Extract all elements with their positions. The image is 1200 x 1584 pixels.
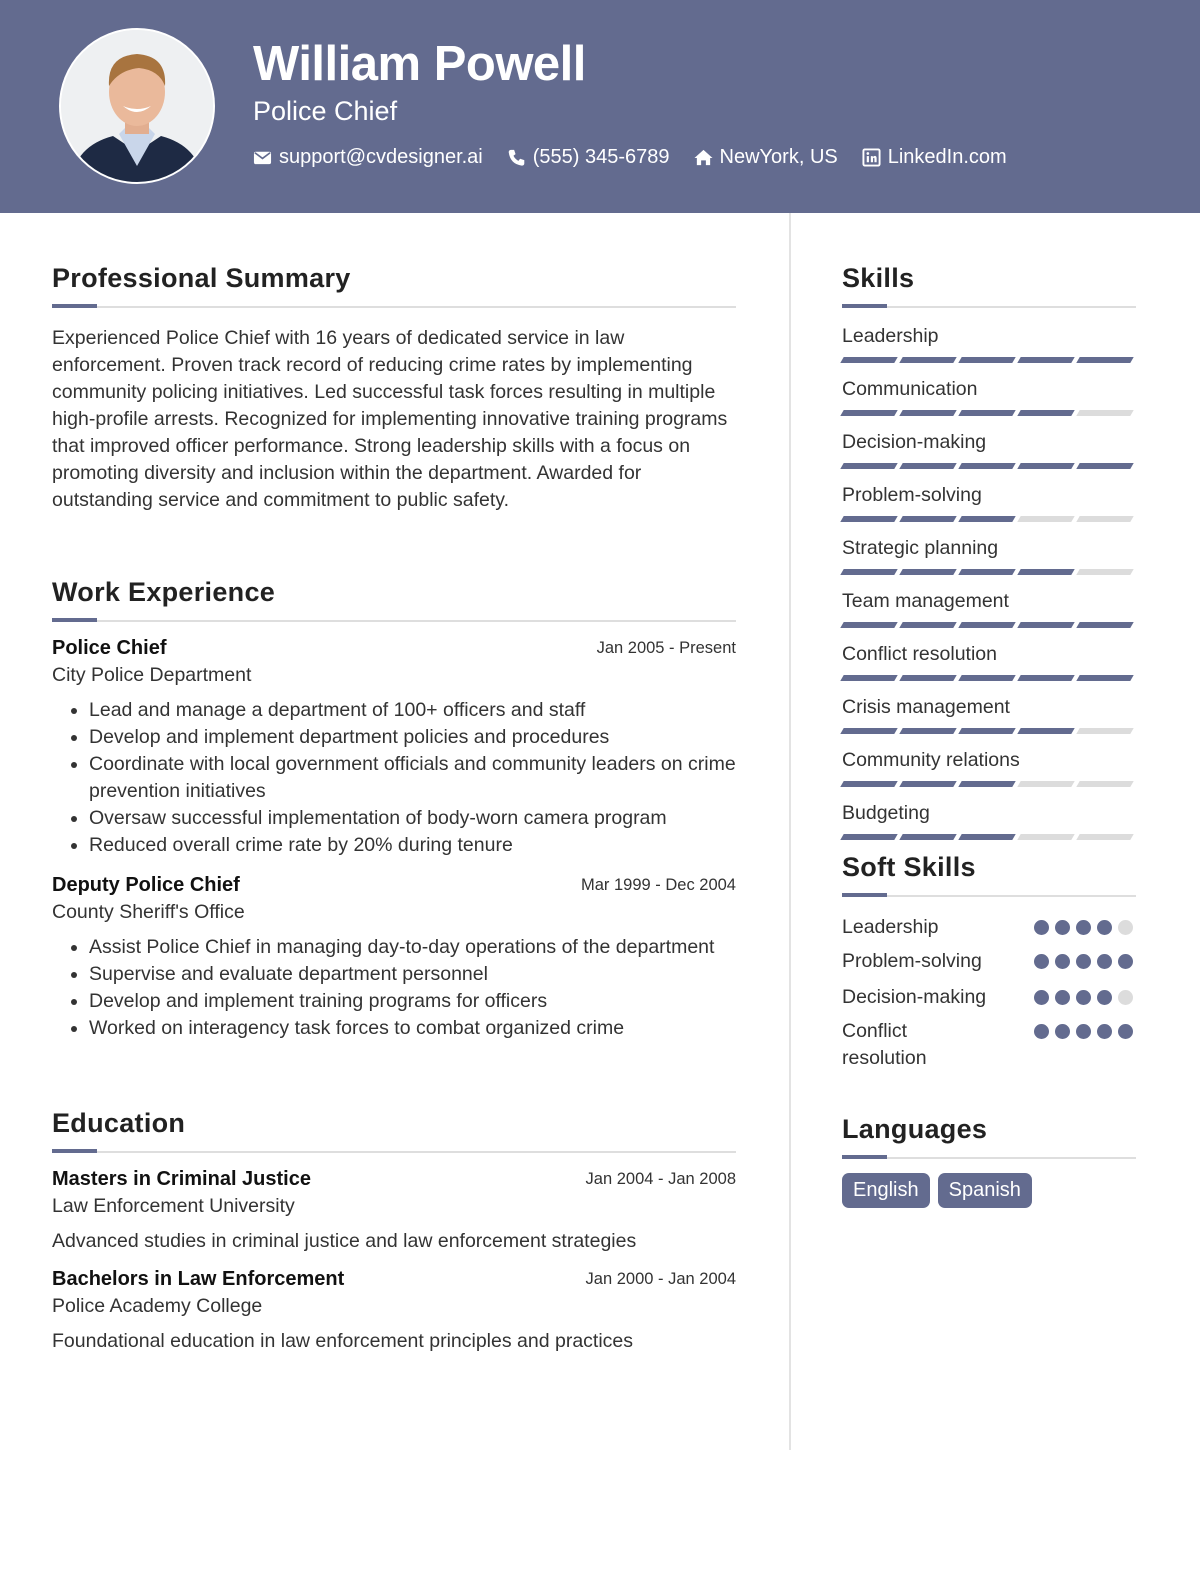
skill-item xyxy=(842,537,1136,575)
job-organization: City Police Department xyxy=(52,664,252,686)
rating-dot xyxy=(1034,990,1049,1005)
soft-skill-name: Problem-solving xyxy=(842,950,982,972)
job-bullet: • Lead and manage a department of 100+ officers and staff xyxy=(89,697,736,724)
skill-level-bar xyxy=(842,622,1136,628)
contact-phone[interactable] xyxy=(507,146,670,169)
skill-name: Decision-making xyxy=(842,431,987,453)
skill-item xyxy=(842,325,1136,363)
candidate-name: William Powell xyxy=(253,37,586,91)
skill-level-segment xyxy=(958,834,1015,840)
skill-level-segment xyxy=(899,569,956,575)
skill-level-segment xyxy=(1017,675,1074,681)
soft-skill-name: Decision-making xyxy=(842,986,987,1008)
skill-level-bar xyxy=(842,728,1136,734)
soft-skill-item xyxy=(842,984,1136,1011)
job-entry xyxy=(52,637,736,859)
rating-dot xyxy=(1055,990,1070,1005)
home-icon xyxy=(694,148,713,167)
envelope-icon xyxy=(253,148,272,167)
contact-email[interactable] xyxy=(253,146,483,169)
skill-level-segment xyxy=(899,781,956,787)
phone-icon xyxy=(507,148,526,167)
skill-level-segment xyxy=(958,781,1015,787)
soft-skill-item xyxy=(842,914,1136,941)
skill-level-segment xyxy=(899,622,956,628)
section-title: Soft Skills xyxy=(842,852,976,882)
skill-level-bar xyxy=(842,463,1136,469)
job-bullet: • Develop and implement department policies and procedures xyxy=(89,724,736,751)
soft-skill-item xyxy=(842,948,1136,975)
skill-level-segment xyxy=(899,357,956,363)
email-text: support@cvdesigner.ai xyxy=(279,146,483,168)
job-bullets xyxy=(52,934,736,1042)
section-underline xyxy=(52,620,736,622)
section-title: Skills xyxy=(842,263,915,293)
skill-item xyxy=(842,431,1136,469)
school-name: Police Academy College xyxy=(52,1295,263,1317)
soft-skill-name: Leadership xyxy=(842,916,939,938)
rating-dot xyxy=(1076,1024,1091,1039)
skill-name: Strategic planning xyxy=(842,537,999,559)
skill-name: Budgeting xyxy=(842,802,930,824)
rating-dot xyxy=(1055,1024,1070,1039)
candidate-role: Police Chief xyxy=(253,96,398,126)
skills-list xyxy=(842,325,1136,840)
soft-skill-rating xyxy=(1034,920,1133,935)
rating-dot xyxy=(1055,954,1070,969)
rating-dot xyxy=(1118,954,1133,969)
job-bullets xyxy=(52,697,736,859)
skill-item xyxy=(842,696,1136,734)
professional-summary-section xyxy=(52,263,736,514)
education-description: Advanced studies in criminal justice and law enforcement strategies xyxy=(52,1230,637,1252)
skill-level-bar xyxy=(842,675,1136,681)
skill-level-segment xyxy=(1076,357,1133,363)
skill-level-segment xyxy=(1017,410,1074,416)
skill-level-bar xyxy=(842,516,1136,522)
skill-level-segment xyxy=(1076,675,1133,681)
language-badge: English xyxy=(842,1173,930,1208)
skill-name: Crisis management xyxy=(842,696,1010,718)
rating-dot xyxy=(1055,920,1070,935)
languages-section xyxy=(842,1114,1136,1208)
skill-level-segment xyxy=(1017,463,1074,469)
skill-level-segment xyxy=(958,410,1015,416)
job-dates: Mar 1999 - Dec 2004 xyxy=(580,876,736,894)
rating-dot xyxy=(1118,1024,1133,1039)
skill-name: Conflict resolution xyxy=(842,643,997,665)
skill-level-segment xyxy=(1017,516,1074,522)
rating-dot xyxy=(1076,954,1091,969)
contact-list xyxy=(253,146,1007,169)
rating-dot xyxy=(1097,954,1112,969)
job-bullet: • Supervise and evaluate department personnel xyxy=(89,961,736,988)
skill-item xyxy=(842,378,1136,416)
rating-dot xyxy=(1118,990,1133,1005)
skill-level-bar xyxy=(842,569,1136,575)
education-entry xyxy=(52,1168,736,1253)
section-title: Work Experience xyxy=(52,577,276,607)
skill-level-segment xyxy=(958,675,1015,681)
profile-photo xyxy=(59,28,215,184)
rating-dot xyxy=(1097,990,1112,1005)
skill-name: Problem-solving xyxy=(842,484,982,506)
rating-dot xyxy=(1097,1024,1112,1039)
skill-level-segment xyxy=(899,834,956,840)
rating-dot xyxy=(1034,1024,1049,1039)
skill-level-segment xyxy=(899,675,956,681)
education-description: Foundational education in law enforcement principles and practices xyxy=(52,1330,634,1352)
skill-level-segment xyxy=(1076,569,1133,575)
linkedin-text: LinkedIn.com xyxy=(887,146,1007,168)
skill-level-segment xyxy=(958,622,1015,628)
education-dates: Jan 2004 - Jan 2008 xyxy=(585,1170,736,1188)
rating-dot xyxy=(1034,954,1049,969)
skill-level-bar xyxy=(842,410,1136,416)
job-dates: Jan 2005 - Present xyxy=(596,639,736,657)
section-underline xyxy=(52,1151,736,1153)
soft-skill-item xyxy=(842,1018,1136,1072)
section-underline xyxy=(842,1157,1136,1159)
work-experience-section xyxy=(52,577,736,1042)
skill-level-segment xyxy=(899,516,956,522)
rating-dot xyxy=(1118,920,1133,935)
skill-name: Leadership xyxy=(842,325,939,347)
resume-header xyxy=(0,0,1200,213)
language-list xyxy=(842,1173,1136,1208)
language-badge: Spanish xyxy=(938,1173,1032,1208)
skill-level-segment xyxy=(1017,357,1074,363)
linkedin-icon xyxy=(862,148,881,167)
skill-level-bar xyxy=(842,781,1136,787)
job-bullet: • Coordinate with local government officials and community leaders on crime prevention initiatives xyxy=(89,751,736,805)
rating-dot xyxy=(1076,920,1091,935)
skill-level-segment xyxy=(840,622,897,628)
skill-item xyxy=(842,484,1136,522)
section-title: Professional Summary xyxy=(52,263,351,293)
skill-item xyxy=(842,643,1136,681)
skill-level-segment xyxy=(899,463,956,469)
skill-level-segment xyxy=(958,569,1015,575)
skill-level-segment xyxy=(840,410,897,416)
skill-level-segment xyxy=(840,516,897,522)
rating-dot xyxy=(1034,920,1049,935)
skill-level-segment xyxy=(1076,834,1133,840)
skill-level-segment xyxy=(1076,516,1133,522)
education-section xyxy=(52,1108,736,1353)
soft-skill-rating xyxy=(1034,954,1133,969)
skill-level-segment xyxy=(840,675,897,681)
education-entry xyxy=(52,1268,736,1353)
degree-title: Bachelors in Law Enforcement xyxy=(52,1268,345,1290)
skill-level-segment xyxy=(1017,834,1074,840)
skill-level-segment xyxy=(840,728,897,734)
job-bullet: • Worked on interagency task forces to combat organized crime xyxy=(89,1015,736,1042)
job-bullet: • Reduced overall crime rate by 20% during tenure xyxy=(89,832,736,859)
skill-name: Team management xyxy=(842,590,1009,612)
skill-name: Communication xyxy=(842,378,978,400)
skill-level-segment xyxy=(899,728,956,734)
rating-dot xyxy=(1076,990,1091,1005)
soft-skill-rating xyxy=(1034,1024,1133,1039)
skill-level-bar xyxy=(842,834,1136,840)
job-entry xyxy=(52,874,736,1042)
skill-level-segment xyxy=(840,463,897,469)
skill-level-segment xyxy=(840,834,897,840)
summary-text: Experienced Police Chief with 16 years of dedicated service in law enforcement. Proven track record of reducing crime rates by implementing community policing initiatives. Led successful task forces resulting in multiple high-profile arrests. Recognized for implementing innovative training programs that improved officer performance. Strong leadership skills with a focus on promoting diversity and inclusion within the department. Awarded for outstanding service and commitment to public safety. xyxy=(52,327,728,511)
location-text: NewYork, US xyxy=(719,146,838,168)
rating-dot xyxy=(1097,920,1112,935)
skill-name: Community relations xyxy=(842,749,1020,771)
skill-item xyxy=(842,802,1136,840)
section-underline xyxy=(842,306,1136,308)
skill-level-segment xyxy=(1017,569,1074,575)
soft-skills-section xyxy=(842,852,1136,1067)
job-bullet: • Oversaw successful implementation of body-worn camera program xyxy=(89,805,736,832)
column-divider xyxy=(789,213,791,1450)
skill-level-segment xyxy=(840,357,897,363)
section-title: Languages xyxy=(842,1114,988,1144)
skill-level-segment xyxy=(840,569,897,575)
skill-level-segment xyxy=(1076,781,1133,787)
skill-level-segment xyxy=(1017,781,1074,787)
skill-level-segment xyxy=(899,410,956,416)
skill-level-segment xyxy=(1076,728,1133,734)
school-name: Law Enforcement University xyxy=(52,1195,295,1217)
skill-level-segment xyxy=(958,463,1015,469)
section-title: Education xyxy=(52,1108,186,1138)
section-underline xyxy=(52,306,736,308)
skill-item xyxy=(842,749,1136,787)
job-bullet: • Assist Police Chief in managing day-to-day operations of the department xyxy=(89,934,736,961)
contact-location xyxy=(694,146,838,169)
contact-linkedin[interactable] xyxy=(862,146,1007,169)
soft-skills-list xyxy=(842,897,1136,1067)
job-title: Deputy Police Chief xyxy=(52,874,240,896)
soft-skill-rating xyxy=(1034,990,1133,1005)
soft-skill-name: Conflict resolution xyxy=(842,1020,927,1069)
phone-text: (555) 345-6789 xyxy=(532,146,670,168)
skill-level-segment xyxy=(958,357,1015,363)
degree-title: Masters in Criminal Justice xyxy=(52,1168,311,1190)
skill-level-bar xyxy=(842,357,1136,363)
job-bullet: • Develop and implement training programs for officers xyxy=(89,988,736,1015)
skill-level-segment xyxy=(1076,410,1133,416)
job-organization: County Sheriff's Office xyxy=(52,901,245,923)
skill-level-segment xyxy=(1017,728,1074,734)
skill-level-segment xyxy=(958,516,1015,522)
skills-section xyxy=(842,263,1136,840)
skill-level-segment xyxy=(1076,622,1133,628)
skill-item xyxy=(842,590,1136,628)
skill-level-segment xyxy=(1017,622,1074,628)
job-title: Police Chief xyxy=(52,637,167,659)
education-dates: Jan 2000 - Jan 2004 xyxy=(585,1270,736,1288)
skill-level-segment xyxy=(1076,463,1133,469)
skill-level-segment xyxy=(958,728,1015,734)
skill-level-segment xyxy=(840,781,897,787)
